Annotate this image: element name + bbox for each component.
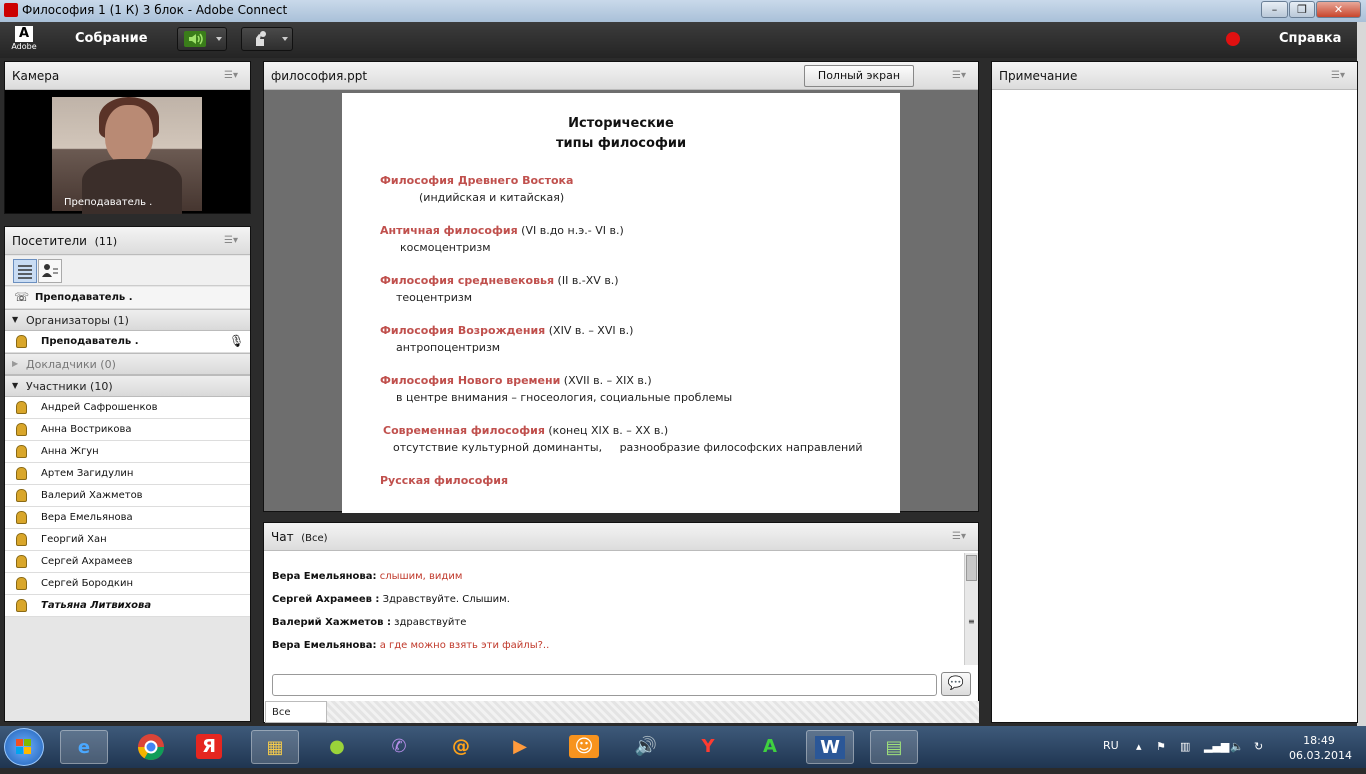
explorer-icon: ▦ [266,737,284,758]
list-item[interactable]: Георгий Хан [5,529,250,551]
clock[interactable]: 18:49 06.03.2014 [1289,734,1352,762]
share-pod-title: философия.ppt [271,69,368,83]
chat-message: Вера Емельянова: а где можно взять эти файлы?.. [272,640,550,651]
list-item[interactable]: Вера Емельянова [5,507,250,529]
role-view-button[interactable] [38,259,62,283]
signal-icon[interactable]: ▂▄▆ [1204,740,1230,753]
video-feed [52,97,202,211]
pod-menu-icon[interactable]: ☰▾ [224,235,238,246]
list-item[interactable]: Преподаватель . 🎙 [5,331,250,353]
hosts-section[interactable]: ▼ Организаторы (1) [5,309,250,331]
network-icon[interactable]: ▥ [1180,740,1191,753]
participant-icon [16,423,27,436]
list-item[interactable]: Артем Загидулин [5,463,250,485]
volume-icon[interactable]: 🔈 [1230,740,1244,753]
participant-icon [16,445,27,458]
participants-section[interactable]: ▼ Участники (10) [5,375,250,397]
slide-heading: Философия средневековья (II в.-XV в.) [380,274,619,287]
taskbar-viber[interactable] [375,730,423,764]
slide-heading: Философия Возрождения (XIV в. – XVI в.) [380,324,634,337]
list-view-button[interactable] [13,259,37,283]
expand-arrow-icon: ▼ [12,315,19,324]
taskbar-a-app[interactable] [746,730,794,764]
slide-heading: Античная философия (VI в.до н.э.- VI в.) [380,224,624,237]
participant-icon [16,599,27,612]
language-indicator[interactable]: RU [1103,739,1119,752]
yandex-icon: Я [196,734,222,759]
media-icon: ▶ [513,736,527,757]
ie-icon: e [77,737,91,758]
slide-heading: Философия Древнего Востока [380,174,574,187]
slide-heading: Современная философия (конец XIX в. – XX в.) [383,424,669,437]
speech-bubble-icon: 💬 [947,676,965,691]
participant-icon [16,467,27,480]
taskbar-ie[interactable] [60,730,108,764]
share-pod [263,61,979,512]
list-item[interactable]: Андрей Сафрошенков [5,397,250,419]
chat-message: Вера Емельянова: слышим, видим [272,571,463,582]
adobe-logo: A Adobe [11,26,37,51]
list-item[interactable]: Анна Вострикова [5,419,250,441]
list-item[interactable]: Сергей Бородкин [5,573,250,595]
host-icon [16,335,27,348]
speaker-icon [178,28,226,50]
taskbar-explorer[interactable] [251,730,299,764]
scroll-thumb[interactable] [966,555,977,581]
attendees-pod [4,226,251,722]
participant-icon [16,533,27,546]
presenters-section[interactable]: ▶ Докладчики (0) [5,353,250,375]
odnoklassniki-icon: ☺ [569,735,600,758]
list-item[interactable]: Татьяна Литвихова [5,595,250,617]
app-icon [4,3,18,17]
list-item[interactable]: Анна Жгун [5,441,250,463]
slide-title-line-1: Исторические [568,116,674,131]
pod-menu-icon[interactable]: ☰▾ [224,70,238,81]
list-item[interactable]: Валерий Хажметов [5,485,250,507]
connect-icon: ▤ [885,737,903,758]
viber-icon: ✆ [391,736,407,757]
restore-button[interactable]: ❐ [1289,1,1315,18]
taskbar-odnoklassniki[interactable] [560,730,608,764]
slide-title-line-2: типы философии [555,136,687,151]
a-icon: A [763,736,777,757]
participant-icon [16,489,27,502]
close-button[interactable]: ✕ [1316,1,1361,18]
mail-agent-icon: @ [452,736,470,757]
chat-message: Валерий Хажметов : здравствуйте [272,617,467,628]
slide-heading: Русская философия [380,474,509,487]
expand-arrow-icon: ▼ [12,381,19,390]
pod-menu-icon[interactable]: ☰▾ [1331,70,1345,81]
phone-attendee-row[interactable]: ☏ Преподаватель . [5,287,250,309]
chat-tab-all[interactable]: Все [265,701,327,723]
slide-subtext: в центре внимания – гносеология, социальные проблемы [396,391,733,404]
raise-hand-button[interactable] [241,27,293,51]
taskbar-qip[interactable] [313,730,361,764]
tray-expand-icon[interactable]: ▴ [1136,740,1142,753]
taskbar-mail-agent[interactable] [437,730,485,764]
scroll-grip-icon: ≡ [968,617,975,626]
camera-pod-title: Камера [12,69,60,83]
slide-subtext: теоцентризм [396,291,473,304]
participant-icon [16,577,27,590]
minimize-button[interactable]: – [1261,1,1288,18]
flag-icon[interactable]: ⚑ [1156,740,1166,753]
window-title: Философия 1 (1 К) 3 блок - Adobe Connect [22,3,288,17]
volume-app-icon: 🔊 [634,736,658,757]
chrome-icon [136,732,166,762]
list-item[interactable]: Сергей Ахрамеев [5,551,250,573]
participant-icon [16,555,27,568]
chat-scrollbar[interactable] [964,553,978,665]
notes-pod-title: Примечание [999,69,1078,83]
taskbar-yandex[interactable] [185,730,233,764]
participant-icon [16,511,27,524]
phone-icon: ☏ [14,290,30,304]
camera-pod [4,61,251,214]
recording-indicator [1226,32,1240,46]
slide-subtext: антропоцентризм [396,341,501,354]
chat-input[interactable] [272,674,937,696]
send-button[interactable] [941,672,971,696]
start-button[interactable] [4,728,44,766]
slide-subtext: отсутствие культурной доминанты, разнообразие философских направлений [393,441,863,454]
taskbar-word[interactable] [806,730,854,764]
taskbar-adobe-connect[interactable] [870,730,918,764]
window-scrollbar[interactable] [1357,22,1366,726]
taskbar-yandex-browser[interactable] [684,730,732,764]
taskbar-chrome[interactable] [127,730,175,764]
qip-icon: ● [329,736,345,757]
speaker-button[interactable] [177,27,227,51]
presentation-slide [342,93,900,513]
video-face [105,105,153,165]
sync-icon[interactable]: ↻ [1254,740,1264,753]
fullscreen-button[interactable]: Полный экран [804,65,914,87]
participant-icon [16,401,27,414]
list-icon [14,260,36,282]
yandex-browser-icon: Y [701,736,715,757]
hand-icon [242,28,292,50]
chat-message: Сергей Ахрамеев : Здравствуйте. Слышим. [272,594,510,605]
word-icon: W [815,736,845,759]
pod-menu-icon[interactable]: ☰▾ [952,70,966,81]
attendees-pod-title: Посетители (11) [12,234,118,248]
chat-pod-title: Чат (Все) [271,530,328,544]
chat-pod [263,522,979,723]
chat-tab-bar [327,701,979,723]
video-caption: Преподаватель . [64,197,153,208]
person-list-icon [39,260,61,282]
notes-pod [991,61,1358,723]
taskbar-media[interactable] [496,730,544,764]
slide-heading: Философия Нового времени (XVII в. – XIX в.) [380,374,652,387]
meeting-menu[interactable]: Собрание [75,31,148,46]
slide-subtext: космоцентризм [400,241,491,254]
slide-subtext: (индийская и китайская) [419,191,565,204]
windows-logo-icon [5,729,43,765]
microphone-icon: 🎙 [229,334,245,348]
view-toolbar [5,256,250,286]
window-titlebar [0,0,1366,22]
taskbar-volume-app[interactable] [622,730,670,764]
collapse-arrow-icon: ▶ [12,359,19,368]
help-menu[interactable]: Справка [1279,31,1342,46]
pod-menu-icon[interactable]: ☰▾ [952,531,966,542]
